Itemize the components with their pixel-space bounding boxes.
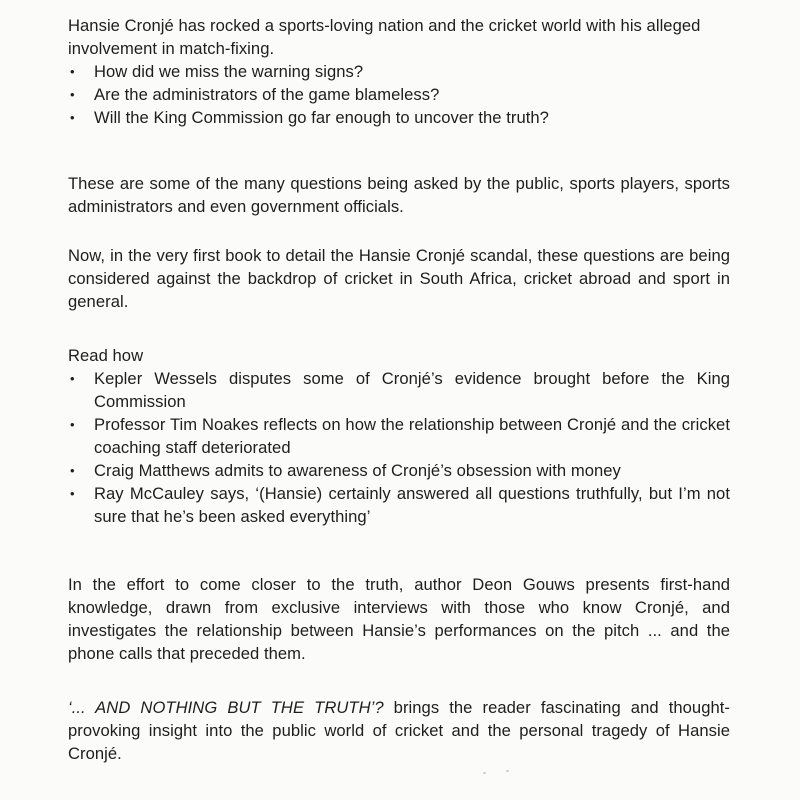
bullet-icon: • xyxy=(70,64,75,79)
bullet-icon: • xyxy=(70,486,75,501)
effort-paragraph: In the effort to come closer to the truth, author Deon Gouws presents first-hand knowledge, drawn from exclusive interviews with those who know Cronjé, and investigates the relationship between Hansie’s performances on the pitch ... and the phone calls that preceded them. xyxy=(68,575,730,663)
scan-speck xyxy=(483,772,486,774)
list-item: • How did we miss the warning signs? xyxy=(70,62,364,81)
closing-text: brings the reader fascinating and thought-provoking insight into the public world of cricket and the personal tragedy of Hansie Cronjé. xyxy=(68,698,730,763)
list-item: • Are the administrators of the game blameless? xyxy=(70,85,440,104)
scan-speck xyxy=(506,770,509,772)
intro-text: Hansie Cronjé has rocked a sports-loving nation and the cricket world with his alleged involvement in match-fixing. xyxy=(68,16,701,58)
closing-paragraph xyxy=(68,696,730,765)
intro-question-list xyxy=(68,60,730,129)
read-how-section xyxy=(68,344,730,528)
bullet-icon: • xyxy=(70,463,75,478)
questions-paragraph: These are some of the many questions being asked by the public, sports players, sports administrators and even government officials. xyxy=(68,174,730,216)
read-how-heading: Read how xyxy=(68,346,144,365)
list-item: • Ray McCauley says, ‘(Hansie) certainly answered all questions truthfully, but I’m not sure that he’s been asked everything’ xyxy=(70,484,730,526)
read-how-list xyxy=(68,367,730,528)
bullet-icon: • xyxy=(70,110,75,125)
list-item: • Will the King Commission go far enough to uncover the truth? xyxy=(70,108,549,127)
list-item: • Kepler Wessels disputes some of Cronjé’s evidence brought before the King Commission xyxy=(70,369,730,411)
bullet-icon: • xyxy=(70,87,75,102)
first-book-paragraph: Now, in the very first book to detail the Hansie Cronjé scandal, these questions are being considered against the backdrop of cricket in South Africa, cricket abroad and sport in general. xyxy=(68,246,730,311)
bullet-icon: • xyxy=(70,417,75,432)
intro-section xyxy=(68,14,730,129)
list-item: • Professor Tim Noakes reflects on how the relationship between Cronjé and the cricket coaching staff deteriorated xyxy=(70,415,730,457)
bullet-icon: • xyxy=(70,371,75,386)
list-item: • Craig Matthews admits to awareness of Cronjé’s obsession with money xyxy=(70,461,621,480)
book-title: ‘... AND NOTHING BUT THE TRUTH’? xyxy=(68,698,384,717)
